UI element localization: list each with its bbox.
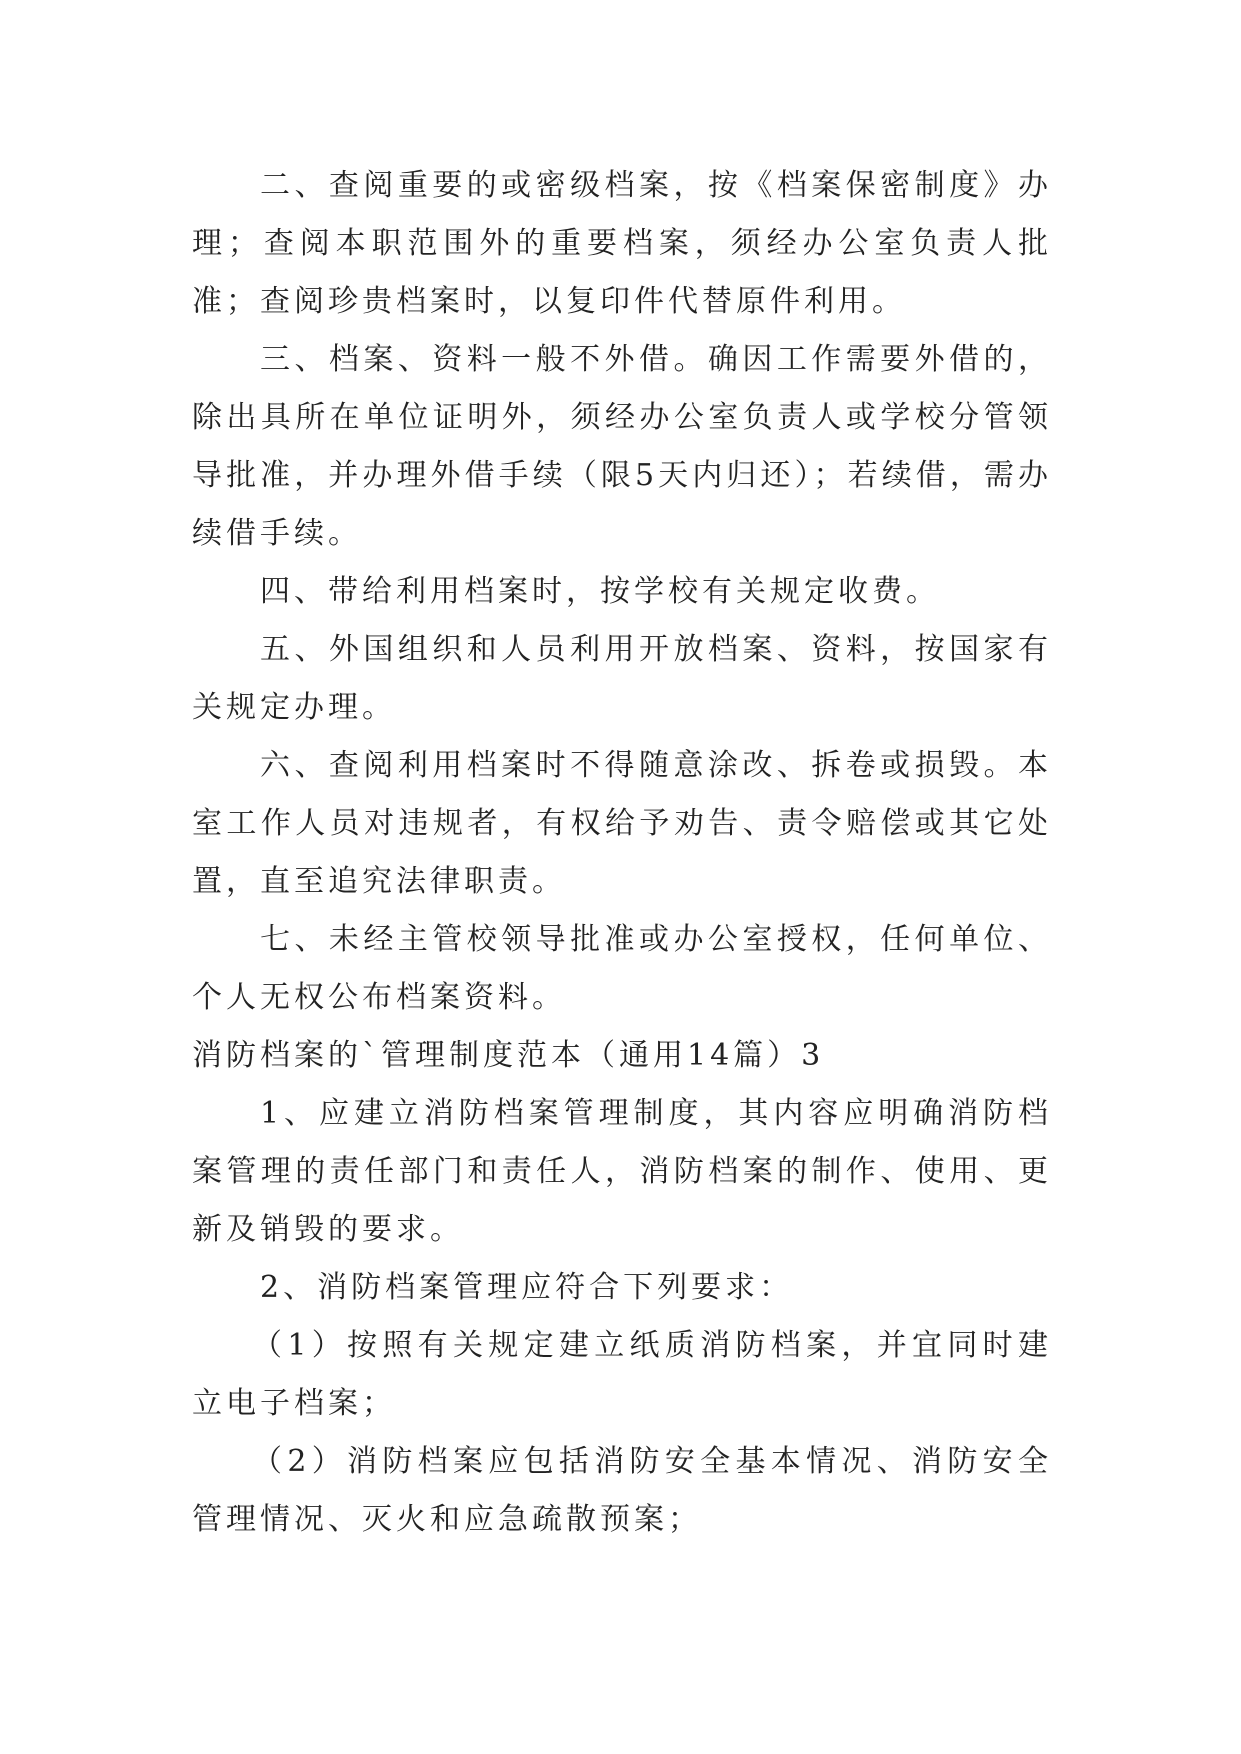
paragraph-7: 七、未经主管校领导批准或办公室授权，任何单位、个人无权公布档案资料。 xyxy=(192,922,1052,1015)
paragraph-6: 六、查阅利用档案时不得随意涂改、拆卷或损毁。本室工作人员对违规者，有权给予劝告、责令赔偿或其它处置，直至追究法律职责。 xyxy=(192,748,1052,899)
section-heading: 消防档案的`管理制度范本（通用14篇）3 xyxy=(192,1038,825,1073)
paragraph-5: 五、外国组织和人员利用开放档案、资料，按国家有关规定办理。 xyxy=(192,632,1052,725)
section-item-1: （1）按照有关规定建立纸质消防档案，并宜同时建立电子档案； xyxy=(192,1328,1052,1421)
paragraph-3: 三、档案、资料一般不外借。确因工作需要外借的，除出具所在单位证明外，须经办公室负责人或学校分管领导批准，并办理外借手续（限5天内归还）；若续借，需办续借手续。 xyxy=(192,342,1052,551)
document-body xyxy=(192,157,1052,1549)
section-paragraph-1: 1、应建立消防档案管理制度，其内容应明确消防档案管理的责任部门和责任人，消防档案的制作、使用、更新及销毁的要求。 xyxy=(192,1096,1052,1247)
section-paragraph-2: 2、消防档案管理应符合下列要求： xyxy=(260,1270,794,1305)
paragraph-4: 四、带给利用档案时，按学校有关规定收费。 xyxy=(260,574,940,609)
paragraph-2: 二、查阅重要的或密级档案，按《档案保密制度》办理；查阅本职范围外的重要档案，须经办公室负责人批准；查阅珍贵档案时，以复印件代替原件利用。 xyxy=(192,168,1052,319)
section-item-2: （2）消防档案应包括消防安全基本情况、消防安全管理情况、灭火和应急疏散预案； xyxy=(192,1444,1052,1537)
